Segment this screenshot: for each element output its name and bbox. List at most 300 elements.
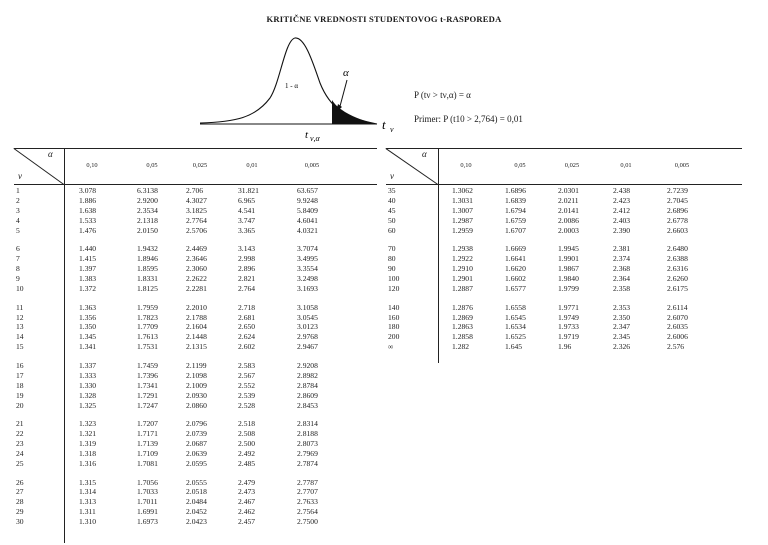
nu-value: 80 — [388, 254, 396, 264]
critical-value: 1.6669 — [505, 244, 526, 254]
critical-value: 3.4995 — [297, 254, 318, 264]
left-critical-values-table — [14, 148, 377, 543]
critical-value: 2.7045 — [667, 195, 688, 205]
nu-value: 3 — [16, 205, 20, 215]
critical-value: 1.7341 — [137, 380, 158, 390]
nu-value: 27 — [16, 487, 24, 497]
critical-value: 1.6545 — [505, 312, 526, 322]
critical-value: 3.2498 — [297, 274, 318, 283]
critical-value: 2.602 — [238, 342, 256, 352]
critical-value: 1.2922 — [452, 254, 473, 264]
critical-value: 2.6388 — [667, 254, 688, 264]
critical-value: 2.576 — [667, 342, 685, 352]
critical-value: 1.6973 — [137, 517, 158, 527]
critical-value: 2.2281 — [186, 283, 207, 293]
critical-value: 2.8188 — [297, 429, 318, 439]
critical-value: 2.0003 — [558, 225, 579, 235]
critical-value: 1.356 — [79, 312, 97, 322]
critical-value: 2.467 — [238, 497, 256, 507]
critical-value: 1.9432 — [137, 244, 158, 254]
critical-value: 1.886 — [79, 195, 97, 205]
axis-label: t — [382, 117, 386, 132]
critical-value: 2.368 — [613, 264, 631, 274]
critical-value: 1.96 — [558, 342, 572, 352]
critical-value: 2.5706 — [186, 225, 207, 235]
probability-formula: P (tν > tν,α) = α — [414, 90, 471, 100]
critical-value: 2.0301 — [558, 186, 579, 195]
critical-value: 2.0484 — [186, 497, 207, 507]
page-title: KRITIČNE VREDNOSTI STUDENTOVOG t-RASPOREDA — [266, 14, 502, 24]
distribution-curve — [200, 38, 377, 124]
critical-value: 1.2887 — [452, 283, 473, 293]
critical-value: 2.7874 — [297, 458, 318, 468]
critical-value: 1.7033 — [137, 487, 158, 497]
nu-header: ν — [390, 171, 394, 181]
critical-value: 2.6114 — [667, 302, 688, 312]
column-header: 0,05 — [514, 162, 526, 169]
critical-value: 1.7531 — [137, 342, 158, 352]
critical-value: 6.3138 — [137, 186, 158, 195]
header-top-rule — [14, 148, 377, 149]
critical-value: 2.552 — [238, 380, 256, 390]
critical-value: 2.0796 — [186, 419, 207, 429]
critical-value: 3.365 — [238, 225, 256, 235]
tail-area — [332, 100, 377, 124]
critical-value: 1.325 — [79, 400, 97, 410]
critical-value: 2.0141 — [558, 205, 579, 215]
nu-value: 24 — [16, 448, 24, 458]
critical-value: 2.423 — [613, 195, 631, 205]
critical-value: 1.316 — [79, 458, 97, 468]
critical-value: 2.8073 — [297, 439, 318, 448]
nu-value: 30 — [16, 517, 24, 527]
critical-value: 2.7239 — [667, 186, 688, 195]
critical-value: 2.358 — [613, 283, 631, 293]
nu-value: 40 — [388, 195, 396, 205]
critical-value: 1.415 — [79, 254, 97, 264]
critical-value: 1.9733 — [558, 322, 579, 332]
critical-value: 2.390 — [613, 225, 631, 235]
critical-value: 2.0639 — [186, 448, 207, 458]
critical-value: 1.3007 — [452, 205, 473, 215]
critical-value: 4.0321 — [297, 225, 318, 235]
nu-value: 7 — [16, 254, 20, 264]
nu-value: 5 — [16, 225, 20, 235]
nu-value: 50 — [388, 215, 396, 225]
column-header: 0,005 — [674, 162, 690, 169]
critical-value: 1.328 — [79, 390, 97, 400]
critical-value: 2.624 — [238, 332, 256, 342]
axis-sub: ν — [390, 125, 394, 134]
critical-value: 1.7171 — [137, 429, 158, 439]
critical-value: 2.9200 — [137, 195, 158, 205]
critical-value: 2.7707 — [297, 487, 318, 497]
nu-value: 15 — [16, 342, 24, 352]
alpha-header: α — [422, 149, 427, 159]
critical-value: 1.6620 — [505, 264, 526, 274]
critical-value: 2.1009 — [186, 380, 207, 390]
critical-value: 1.6577 — [505, 283, 526, 293]
critical-value: 1.310 — [79, 517, 97, 527]
critical-value: 1.2869 — [452, 312, 473, 322]
critical-value: 2.347 — [613, 322, 631, 332]
critical-value: 1.9771 — [558, 302, 579, 312]
critical-value: 2.492 — [238, 448, 256, 458]
critical-value: 2.364 — [613, 274, 631, 283]
column-header: 0,10 — [86, 162, 98, 169]
critical-value: 2.681 — [238, 312, 256, 322]
critical-value: 1.8331 — [137, 274, 158, 283]
critical-value: 2.374 — [613, 254, 631, 264]
alpha-header: α — [48, 149, 53, 159]
critical-value: 2.0452 — [186, 507, 207, 517]
critical-value: 2.539 — [238, 390, 256, 400]
nu-value: 26 — [16, 477, 24, 487]
critical-value: 1.6896 — [505, 186, 526, 195]
critical-value: 4.541 — [238, 205, 256, 215]
nu-value: 28 — [16, 497, 24, 507]
critical-value: 2.0687 — [186, 439, 207, 448]
nu-value: 45 — [388, 205, 396, 215]
critical-value: 6.965 — [238, 195, 256, 205]
critical-value: 2.1098 — [186, 370, 207, 380]
critical-value: 1.350 — [79, 322, 97, 332]
critical-value: 1.318 — [79, 448, 97, 458]
critical-value: 2.473 — [238, 487, 256, 497]
critical-value: 1.337 — [79, 360, 97, 370]
critical-value: 3.747 — [238, 215, 256, 225]
critical-value: 1.313 — [79, 497, 97, 507]
critical-value: 2.353 — [613, 302, 631, 312]
nu-column-divider — [64, 148, 65, 543]
critical-value: 1.7139 — [137, 439, 158, 448]
critical-value: 2.821 — [238, 274, 256, 283]
critical-value: 3.3554 — [297, 264, 318, 274]
nu-value: ∞ — [388, 342, 394, 352]
critical-value: 1.7291 — [137, 390, 158, 400]
critical-value: 2.1604 — [186, 322, 207, 332]
critical-value: 1.7056 — [137, 477, 158, 487]
critical-value: 1.6707 — [505, 225, 526, 235]
critical-value: 1.2863 — [452, 322, 473, 332]
critical-value: 2.1448 — [186, 332, 207, 342]
critical-value: 2.7500 — [297, 517, 318, 527]
critical-value: 2.3534 — [137, 205, 158, 215]
critical-value: 2.7633 — [297, 497, 318, 507]
critical-value: 1.345 — [79, 332, 97, 342]
critical-value: 1.638 — [79, 205, 97, 215]
critical-value: 1.2938 — [452, 244, 473, 254]
critical-value: 1.6534 — [505, 322, 526, 332]
critical-value: 1.9749 — [558, 312, 579, 322]
critical-value: 2.6260 — [667, 274, 688, 283]
critical-value: 1.9840 — [558, 274, 579, 283]
critical-value: 1.9719 — [558, 332, 579, 342]
critical-value: 2.326 — [613, 342, 631, 352]
nu-value: 4 — [16, 215, 20, 225]
critical-value: 1.7207 — [137, 419, 158, 429]
critical-value: 2.567 — [238, 370, 256, 380]
nu-value: 25 — [16, 458, 24, 468]
column-header: 0,01 — [246, 162, 258, 169]
critical-value: 1.282 — [452, 342, 470, 352]
critical-value: 2.528 — [238, 400, 256, 410]
critical-value: 1.7247 — [137, 400, 158, 410]
nu-value: 20 — [16, 400, 24, 410]
nu-value: 16 — [16, 360, 24, 370]
alpha-label: α — [343, 67, 349, 79]
critical-value: 2.764 — [238, 283, 256, 293]
critical-value: 2.9208 — [297, 360, 318, 370]
critical-value: 2.1315 — [186, 342, 207, 352]
critical-value: 2.381 — [613, 244, 631, 254]
nu-value: 35 — [388, 186, 396, 195]
crit-label: t — [305, 129, 309, 141]
nu-value: 19 — [16, 390, 24, 400]
nu-value: 2 — [16, 195, 20, 205]
nu-value: 180 — [388, 322, 400, 332]
right-critical-values-table — [386, 148, 742, 363]
nu-value: 9 — [16, 274, 20, 283]
critical-value: 2.9768 — [297, 332, 318, 342]
critical-value: 1.6991 — [137, 507, 158, 517]
critical-value: 1.2910 — [452, 264, 473, 274]
critical-value: 1.8946 — [137, 254, 158, 264]
critical-value: 3.1825 — [186, 205, 207, 215]
critical-value: 3.0545 — [297, 312, 318, 322]
nu-value: 29 — [16, 507, 24, 517]
critical-value: 2.6070 — [667, 312, 688, 322]
critical-value: 1.7459 — [137, 360, 158, 370]
critical-value: 1.476 — [79, 225, 97, 235]
critical-value: 2.896 — [238, 264, 256, 274]
critical-value: 2.518 — [238, 419, 256, 429]
alpha-arrow — [339, 80, 347, 110]
critical-value: 2.650 — [238, 322, 256, 332]
critical-value: 1.7613 — [137, 332, 158, 342]
nu-value: 18 — [16, 380, 24, 390]
critical-value: 1.319 — [79, 439, 97, 448]
critical-value: 2.403 — [613, 215, 631, 225]
critical-value: 1.2901 — [452, 274, 473, 283]
nu-value: 100 — [388, 274, 400, 283]
critical-value: 1.6525 — [505, 332, 526, 342]
critical-value: 2.6778 — [667, 215, 688, 225]
nu-value: 60 — [388, 225, 396, 235]
header-top-rule — [386, 148, 742, 149]
critical-value: 1.8125 — [137, 283, 158, 293]
critical-value: 2.485 — [238, 458, 256, 468]
critical-value: 1.7709 — [137, 322, 158, 332]
critical-value: 1.440 — [79, 244, 97, 254]
critical-value: 31.821 — [238, 186, 259, 195]
critical-value: 2.706 — [186, 186, 204, 195]
critical-value: 2.457 — [238, 517, 256, 527]
critical-value: 2.1788 — [186, 312, 207, 322]
critical-value: 2.6035 — [667, 322, 688, 332]
critical-value: 2.0518 — [186, 487, 207, 497]
nu-value: 120 — [388, 283, 400, 293]
nu-value: 10 — [16, 283, 24, 293]
critical-value: 2.8453 — [297, 400, 318, 410]
critical-value: 1.2987 — [452, 215, 473, 225]
nu-value: 17 — [16, 370, 24, 380]
nu-value: 12 — [16, 312, 24, 322]
nu-value: 1 — [16, 186, 20, 195]
critical-value: 2.7564 — [297, 507, 318, 517]
t-distribution-figure — [195, 28, 410, 153]
critical-value: 2.0930 — [186, 390, 207, 400]
nu-value: 8 — [16, 264, 20, 274]
nu-header: ν — [18, 171, 22, 181]
critical-value: 1.8595 — [137, 264, 158, 274]
critical-value: 2.0595 — [186, 458, 207, 468]
critical-value: 1.9945 — [558, 244, 579, 254]
critical-value: 1.6558 — [505, 302, 526, 312]
critical-value: 2.0860 — [186, 400, 207, 410]
nu-value: 70 — [388, 244, 396, 254]
nu-value: 21 — [16, 419, 24, 429]
critical-value: 2.8609 — [297, 390, 318, 400]
critical-value: 4.6041 — [297, 215, 318, 225]
critical-value: 1.9799 — [558, 283, 579, 293]
critical-value: 1.311 — [79, 507, 96, 517]
critical-value: 2.350 — [613, 312, 631, 322]
critical-value: 1.7959 — [137, 302, 158, 312]
column-header: 0,025 — [192, 162, 208, 169]
critical-value: 2.9467 — [297, 342, 318, 352]
critical-value: 3.1058 — [297, 302, 318, 312]
nu-value: 140 — [388, 302, 400, 312]
critical-value: 1.341 — [79, 342, 97, 352]
critical-value: 1.6839 — [505, 195, 526, 205]
critical-value: 2.412 — [613, 205, 631, 215]
critical-value: 1.6602 — [505, 274, 526, 283]
critical-value: 9.9248 — [297, 195, 318, 205]
nu-value: 90 — [388, 264, 396, 274]
critical-value: 2.0555 — [186, 477, 207, 487]
nu-value: 22 — [16, 429, 24, 439]
critical-value: 5.8409 — [297, 205, 318, 215]
critical-value: 1.7011 — [137, 497, 158, 507]
critical-value: 1.3031 — [452, 195, 473, 205]
critical-value: 3.1693 — [297, 283, 318, 293]
crit-sub: ν,α — [310, 134, 320, 143]
critical-value: 2.6316 — [667, 264, 688, 274]
critical-value: 2.345 — [613, 332, 631, 342]
nu-value: 200 — [388, 332, 400, 342]
critical-value: 1.6641 — [505, 254, 526, 264]
critical-value: 1.3062 — [452, 186, 473, 195]
critical-value: 2.4469 — [186, 244, 207, 254]
nu-value: 11 — [16, 302, 24, 312]
critical-value: 2.0211 — [558, 195, 579, 205]
critical-value: 3.7074 — [297, 244, 318, 254]
critical-value: 3.078 — [79, 186, 97, 195]
critical-value: 2.8314 — [297, 419, 318, 429]
critical-value: 1.315 — [79, 477, 97, 487]
critical-value: 2.479 — [238, 477, 256, 487]
critical-value: 1.323 — [79, 419, 97, 429]
critical-value: 2.7764 — [186, 215, 207, 225]
critical-value: 1.9901 — [558, 254, 579, 264]
critical-value: 1.333 — [79, 370, 97, 380]
column-header: 0,10 — [460, 162, 472, 169]
critical-value: 1.397 — [79, 264, 97, 274]
critical-value: 2.718 — [238, 302, 256, 312]
critical-value: 2.6603 — [667, 225, 688, 235]
critical-value: 1.645 — [505, 342, 523, 352]
critical-value: 2.500 — [238, 439, 256, 448]
critical-value: 2.462 — [238, 507, 256, 517]
critical-value: 1.372 — [79, 283, 97, 293]
critical-value: 2.0086 — [558, 215, 579, 225]
critical-value: 2.1318 — [137, 215, 158, 225]
critical-value: 1.314 — [79, 487, 97, 497]
critical-value: 3.143 — [238, 244, 256, 254]
nu-value: 14 — [16, 332, 24, 342]
center-label: 1 - α — [285, 82, 298, 90]
critical-value: 2.7787 — [297, 477, 318, 487]
critical-value: 1.2858 — [452, 332, 473, 342]
critical-value: 2.6006 — [667, 332, 688, 342]
critical-value: 2.0739 — [186, 429, 207, 439]
critical-value: 1.533 — [79, 215, 97, 225]
critical-value: 2.8784 — [297, 380, 318, 390]
critical-value: 2.6896 — [667, 205, 688, 215]
critical-value: 2.6175 — [667, 283, 688, 293]
critical-value: 2.3646 — [186, 254, 207, 264]
critical-value: 63.657 — [297, 186, 318, 195]
critical-value: 1.321 — [79, 429, 97, 439]
column-header: 0,05 — [146, 162, 158, 169]
column-header: 0,01 — [620, 162, 632, 169]
critical-value: 1.2876 — [452, 302, 473, 312]
critical-value: 4.3027 — [186, 195, 207, 205]
critical-value: 1.2959 — [452, 225, 473, 235]
critical-value: 1.7396 — [137, 370, 158, 380]
critical-value: 2.2622 — [186, 274, 207, 283]
critical-value: 3.0123 — [297, 322, 318, 332]
column-header: 0,005 — [304, 162, 320, 169]
critical-value: 2.438 — [613, 186, 631, 195]
critical-value: 2.583 — [238, 360, 256, 370]
header-bottom-rule — [14, 184, 377, 185]
critical-value: 2.1199 — [186, 360, 207, 370]
nu-value: 6 — [16, 244, 20, 254]
critical-value: 1.330 — [79, 380, 97, 390]
nu-value: 23 — [16, 439, 24, 448]
critical-value: 2.998 — [238, 254, 256, 264]
critical-value: 2.3060 — [186, 264, 207, 274]
critical-value: 2.6480 — [667, 244, 688, 254]
critical-value: 2.0150 — [137, 225, 158, 235]
critical-value: 2.7969 — [297, 448, 318, 458]
critical-value: 1.7823 — [137, 312, 158, 322]
critical-value: 2.8982 — [297, 370, 318, 380]
nu-value: 160 — [388, 312, 400, 322]
example-formula: Primer: P (t10 > 2,764) = 0,01 — [414, 114, 523, 124]
nu-value: 13 — [16, 322, 24, 332]
critical-value: 2.508 — [238, 429, 256, 439]
critical-value: 2.2010 — [186, 302, 207, 312]
critical-value: 2.0423 — [186, 517, 207, 527]
critical-value: 1.7109 — [137, 448, 158, 458]
critical-value: 1.9867 — [558, 264, 579, 274]
nu-column-divider — [438, 148, 439, 363]
critical-value: 1.383 — [79, 274, 97, 283]
critical-value: 1.6794 — [505, 205, 526, 215]
